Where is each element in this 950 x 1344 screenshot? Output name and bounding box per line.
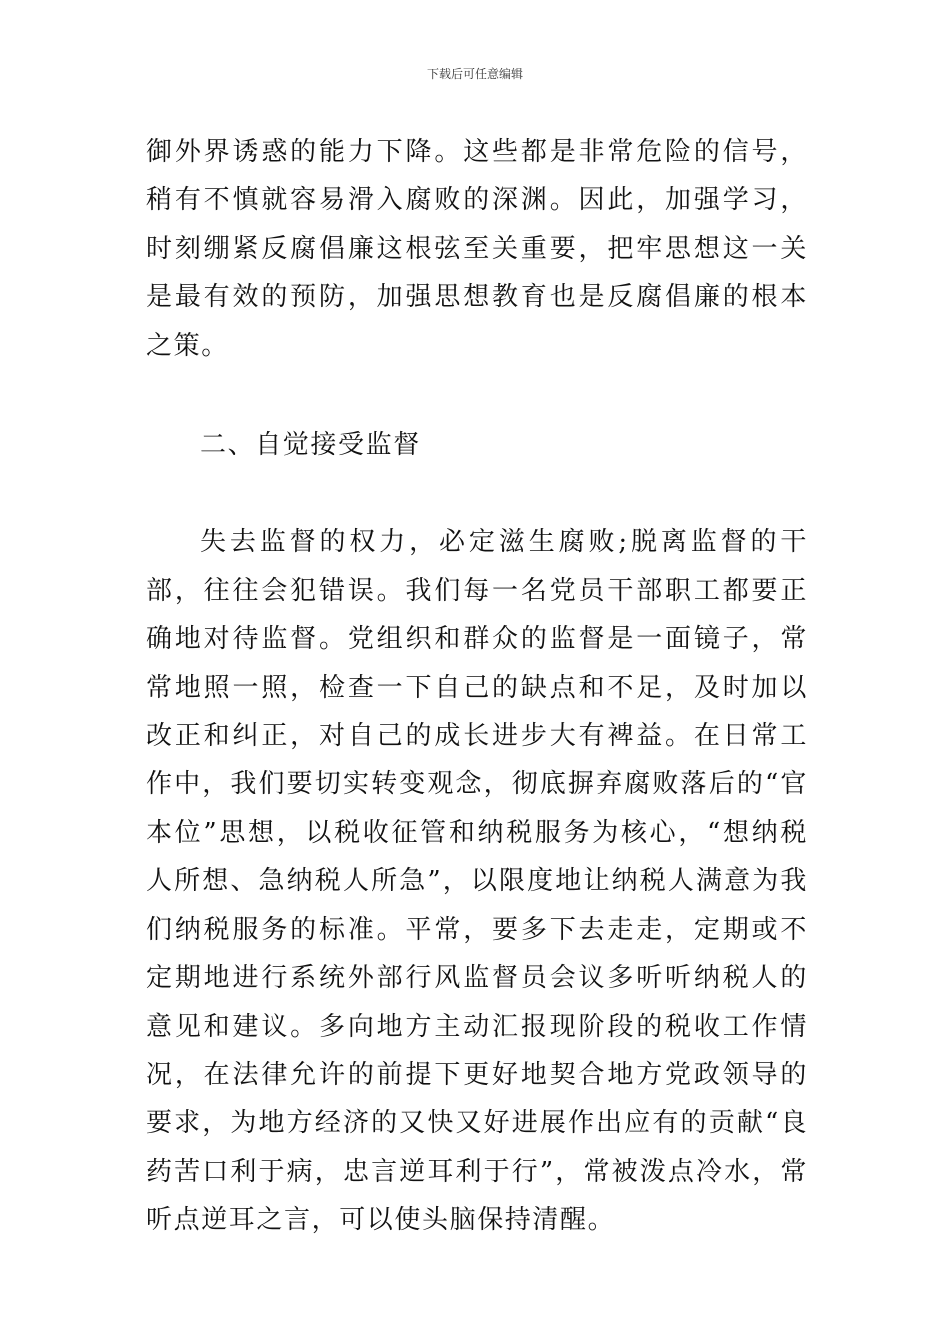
document-body (146, 128, 808, 1245)
page-header-note: 下载后可任意编辑 (426, 67, 523, 81)
paragraph-continuation: 御外界诱惑的能力下降。这些都是非常危险的信号，稍有不慎就容易滑入腐败的深渊。因此，加强学习，时刻绷紧反腐倡廉这根弦至关重要，把牢思想这一关是最有效的预防，加强思想教育也是反腐倡廉的根本之策。 (146, 137, 808, 361)
paragraph-spacer (146, 370, 808, 421)
paragraph-supervision: 失去监督的权力，必定滋生腐败;脱离监督的干部，往往会犯错误。我们每一名党员干部职工都要正确地对待监督。党组织和群众的监督是一面镜子，常常地照一照，检查一下自己的缺点和不足，及时加以改正和纠正，对自己的成长进步大有裨益。在日常工作中，我们要切实转变观念，彻底摒弃腐败落后的“官本位”思想，以税收征管和纳税服务为核心，“想纳税人所想、急纳税人所急”，以限度地让纳税人满意为我们纳税服务的标准。平常，要多下去走走，定期或不定期地进行系统外部行风监督员会议多听听纳税人的意见和建议。多向地方主动汇报现阶段的税收工作情况，在法律允许的前提下更好地契合地方党政领导的要求，为地方经济的又快又好进展作出应有的贡献“良药苦口利于病，忠言逆耳利于行”，常被泼点冷水，常听点逆耳之言，可以使头脑保持清醒。 (146, 527, 808, 1236)
paragraph-spacer (146, 469, 808, 518)
section-heading: 二、自觉接受监督 (200, 430, 421, 461)
